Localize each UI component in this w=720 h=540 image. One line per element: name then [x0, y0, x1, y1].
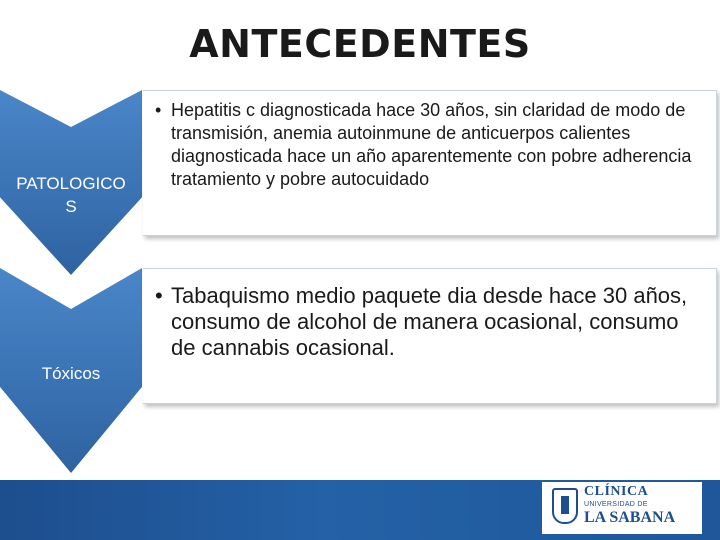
- shield-icon: [552, 488, 578, 524]
- logo-text-line1: CLÍNICA: [584, 484, 649, 499]
- slide-title: ANTECEDENTES: [189, 22, 531, 66]
- list-item: [143, 99, 704, 191]
- toxicos-text: Tabaquismo medio paquete dia desde hace 30 años, consumo de alcohol de manera ocasional, consumo de cannabis ocasional.: [171, 283, 688, 360]
- bullet-icon: •: [155, 100, 162, 120]
- logo-text-line2: UNIVERSIDAD DE: [584, 501, 648, 508]
- panel-patologicos: [143, 90, 717, 236]
- label-patologicos-line1: PATOLOGICO: [16, 174, 126, 193]
- list-item: [143, 283, 698, 361]
- label-patologicos-line2: S: [65, 197, 77, 216]
- label-toxicos: Tóxicos: [41, 364, 101, 383]
- bullet-icon: •: [155, 283, 163, 308]
- label-patologicos: [0, 172, 142, 218]
- patologicos-text: Hepatitis c diagnosticada hace 30 años, sin claridad de modo de transmisión, anemia autoinmune de anticuerpos calientes diagnosticada hace un año aparentemente con pobre adherencia tratamiento y pobre autocuidado: [171, 100, 692, 189]
- clinic-logo: [542, 482, 702, 534]
- panel-toxicos: [143, 268, 717, 404]
- logo-text-line3: LA SABANA: [584, 509, 676, 526]
